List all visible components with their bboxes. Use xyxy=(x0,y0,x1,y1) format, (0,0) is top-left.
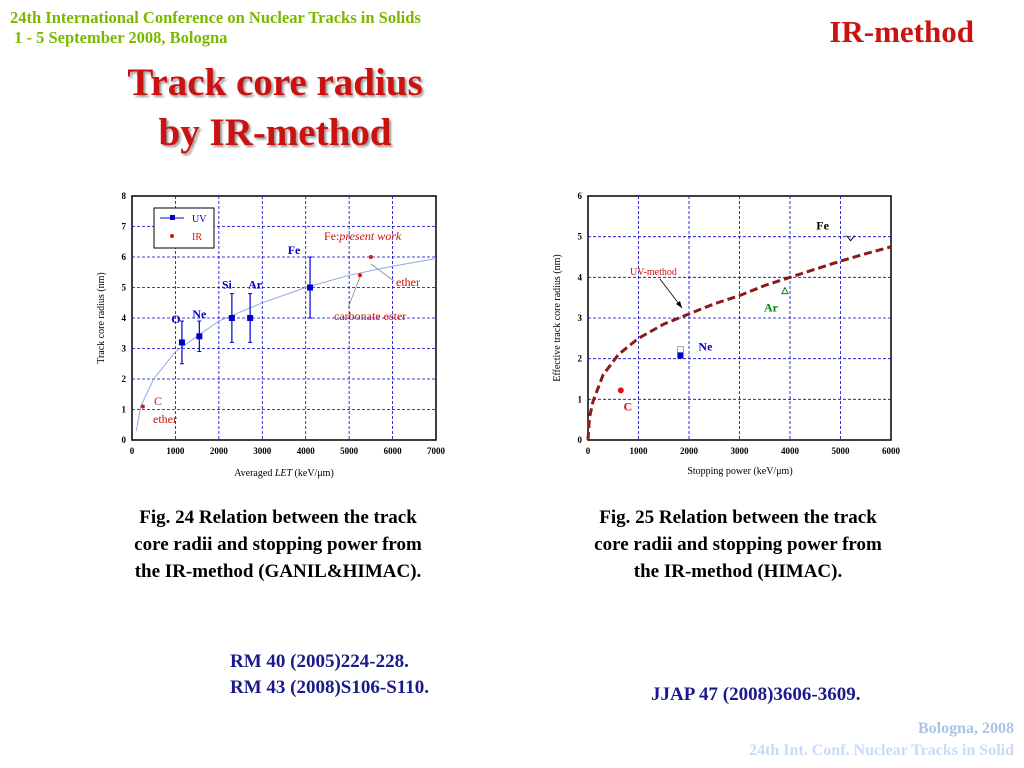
legend-ir-marker xyxy=(170,234,174,238)
legend xyxy=(154,208,214,248)
footer xyxy=(749,718,1014,762)
ir-point xyxy=(141,404,145,408)
y-axis-label: Effective track core radius (nm) xyxy=(552,254,563,382)
x-tick-label: 0 xyxy=(129,446,135,456)
ion-label: Ar xyxy=(248,277,263,292)
legend-uv-marker xyxy=(170,215,175,220)
fe-present-work: Fe:present work xyxy=(324,229,402,243)
x-tick-label: 7000 xyxy=(427,446,445,456)
ir-point xyxy=(369,255,373,259)
y-tick-label: 8 xyxy=(121,191,126,201)
x-tick-label: 6000 xyxy=(383,446,402,456)
y-tick-label: 4 xyxy=(577,272,582,283)
ion-label: Si xyxy=(221,277,232,292)
x-tick-label: 5000 xyxy=(340,446,359,456)
y-tick-label: 6 xyxy=(577,191,582,201)
y-tick-label: 0 xyxy=(577,435,582,445)
fig24-references xyxy=(230,649,429,701)
uv-point xyxy=(179,339,185,345)
x-tick-label: 1000 xyxy=(629,446,648,456)
chart-fig24 xyxy=(80,180,460,490)
ion-label: Ar xyxy=(763,300,778,315)
ion-label: Fe xyxy=(287,243,301,257)
x-tick-label: 6000 xyxy=(882,446,900,456)
point-c xyxy=(618,387,624,393)
x-tick-label: 1000 xyxy=(166,446,185,456)
y-tick-label: 5 xyxy=(577,231,582,242)
y-tick-label: 1 xyxy=(121,404,126,415)
x-tick-label: 4000 xyxy=(781,446,799,456)
slide-title xyxy=(60,58,490,158)
ion-label: C xyxy=(623,399,633,414)
y-axis-label: Track core radius (nm) xyxy=(96,272,107,364)
ether-label: ether xyxy=(396,275,420,289)
x-axis-label: Averaged LET (keV/μm) xyxy=(234,468,334,479)
conference-info xyxy=(10,8,421,48)
y-tick-label: 7 xyxy=(121,221,126,232)
y-tick-label: 3 xyxy=(577,313,582,323)
y-tick-label: 2 xyxy=(577,353,582,364)
fig25-references xyxy=(651,682,861,708)
y-tick-label: 3 xyxy=(121,343,126,354)
y-tick-label: 5 xyxy=(121,282,126,293)
fig25-caption xyxy=(552,504,924,585)
fig24-caption xyxy=(92,504,464,585)
chart-fig25 xyxy=(540,180,920,490)
uv-point xyxy=(247,315,253,321)
y-tick-label: 2 xyxy=(121,374,126,384)
c-label: C xyxy=(154,394,163,408)
caption-line: core radii and stopping power from xyxy=(134,534,422,555)
caption-line: Fig. 25 Relation between the track xyxy=(599,507,877,528)
title-line-2: by IR-method xyxy=(158,111,392,154)
x-tick-label: 3000 xyxy=(253,446,272,456)
x-tick-label: 5000 xyxy=(831,446,850,456)
ir-point xyxy=(358,273,362,277)
caption-line: Fig. 24 Relation between the track xyxy=(139,507,417,528)
x-axis-label: Stopping power (keV/μm) xyxy=(687,466,793,477)
x-tick-label: 2000 xyxy=(680,446,698,456)
legend-ir-label: IR xyxy=(192,232,202,243)
point-ne xyxy=(677,353,683,359)
caption-line: the IR-method (HIMAC). xyxy=(633,561,843,582)
ion-label: Fe xyxy=(816,218,829,233)
y-tick-label: 1 xyxy=(577,394,582,405)
uv-point xyxy=(307,285,313,291)
legend-uv-label: UV xyxy=(192,214,207,225)
uv-point xyxy=(196,333,202,339)
ion-label: Ne xyxy=(192,307,207,322)
x-tick-label: 2000 xyxy=(209,446,228,456)
title-line-1: Track core radius xyxy=(127,61,423,104)
x-tick-label: 4000 xyxy=(296,446,315,456)
reference: RM 43 (2008)S106-S110. xyxy=(230,677,429,698)
ion-label: Ne xyxy=(698,339,713,354)
c-ether-label: ether xyxy=(153,412,177,426)
reference: RM 40 (2005)224-228. xyxy=(230,651,409,672)
carbonate-ester-label: carbonate ester xyxy=(334,309,407,323)
y-tick-label: 0 xyxy=(121,435,126,445)
footer-line-2: 24th Int. Conf. Nuclear Tracks in Solid xyxy=(749,742,1014,759)
method-label: IR-method xyxy=(829,14,974,49)
reference: JJAP 47 (2008)3606-3609. xyxy=(651,684,861,705)
y-tick-label: 6 xyxy=(121,252,126,262)
x-tick-label: 3000 xyxy=(730,446,749,456)
conference-dates: 1 - 5 September 2008, Bologna xyxy=(10,28,228,47)
y-tick-label: 4 xyxy=(121,313,126,323)
x-tick-label: 0 xyxy=(585,446,591,456)
conference-name: 24th International Conference on Nuclear Tracks in Solids xyxy=(10,8,421,27)
caption-line: core radii and stopping power from xyxy=(594,534,882,555)
footer-line-1: Bologna, 2008 xyxy=(917,720,1014,737)
caption-line: the IR-method (GANIL&HIMAC). xyxy=(134,561,422,582)
uv-point xyxy=(229,315,235,321)
ion-label: O xyxy=(171,312,181,327)
uv-method-label: UV-method xyxy=(630,267,677,278)
